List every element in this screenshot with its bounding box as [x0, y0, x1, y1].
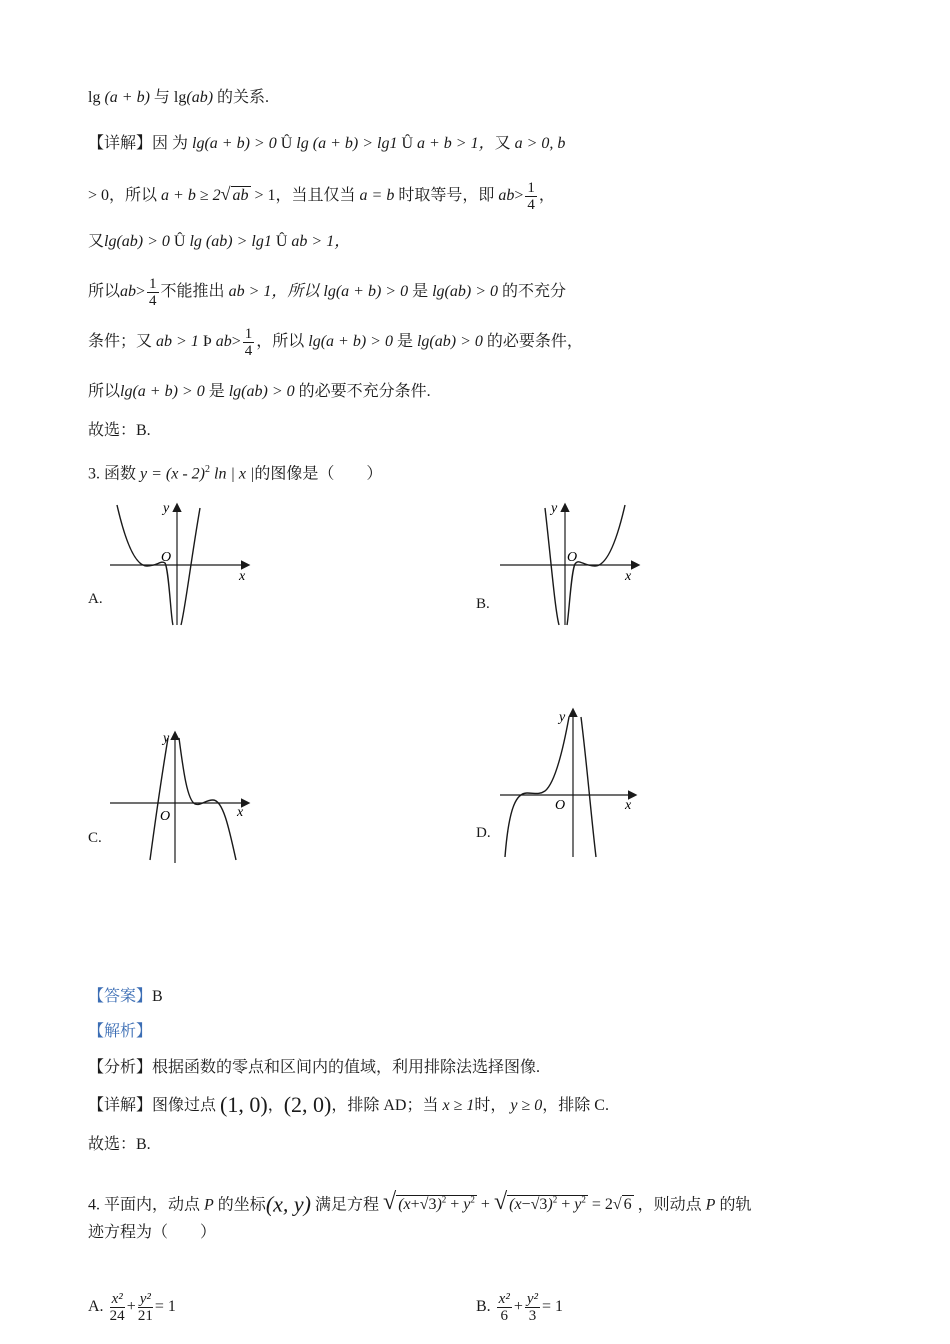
text: ，排除 AD；当	[331, 1097, 439, 1114]
text: 又	[494, 135, 511, 152]
graph-a	[105, 500, 255, 628]
graph-c	[105, 728, 255, 866]
option-d-label[interactable]: D.	[476, 825, 491, 841]
text: >	[136, 283, 146, 300]
math: a = b	[359, 187, 395, 204]
text: Û	[280, 135, 293, 152]
sqrt-ab: ab	[232, 187, 249, 204]
math: y = (x - 2)	[140, 465, 205, 483]
math: a + b ≥ 2	[161, 187, 221, 204]
line-3: > 0，所以 a + b ≥ 2√ ab > 1，当且仅当 a = b 时取等号，即 ab> $\frac{1}{4}$ ，	[88, 179, 555, 213]
math: a + b > 1，	[417, 135, 495, 152]
math: lg (ab) > lg1	[189, 233, 272, 250]
text: 时，	[474, 1097, 507, 1114]
text: lg	[88, 89, 101, 106]
origin-label: O	[555, 798, 566, 813]
text: 所以	[88, 383, 121, 400]
math: ln | x |	[214, 465, 255, 483]
math: P	[204, 1196, 214, 1214]
text: 是	[396, 333, 413, 350]
math: P	[705, 1196, 716, 1214]
text: 是	[208, 383, 225, 400]
question-4	[88, 1178, 751, 1227]
origin-label: O	[160, 809, 171, 824]
analysis-line	[88, 1058, 540, 1078]
text: ，	[538, 187, 555, 204]
curve-right	[181, 508, 200, 625]
answer-value: B	[152, 988, 163, 1005]
line-4	[88, 232, 350, 252]
text: 时取等号，即	[398, 187, 495, 204]
text: 的必要条件，	[486, 333, 583, 350]
question-3	[88, 460, 382, 484]
text: 因 为	[152, 135, 189, 152]
text: +	[513, 1298, 523, 1315]
fraction: $\frac{\text{x²}}{24}$	[109, 1290, 125, 1324]
origin-label: O	[567, 550, 578, 565]
curve-right	[179, 738, 236, 860]
math: (ab)	[186, 89, 214, 106]
math: lg(ab) > 0	[104, 233, 170, 250]
text: 是	[412, 283, 429, 300]
text: Þ	[202, 333, 212, 350]
math: ab > 1	[156, 333, 199, 350]
equation: √ $(x+√3)^2 + y^2$ + √ $(x-√3)^2 + y^2 = 2√$ 6	[383, 1189, 632, 1216]
point-1: (1, 0)	[220, 1092, 268, 1117]
x-label: x	[237, 805, 244, 820]
x-label: x	[239, 569, 246, 584]
text: 根据函数的零点和区间内的值域，利用排除法选择图像.	[152, 1059, 541, 1076]
math: lg(ab) > 0	[432, 283, 498, 300]
y-label: y	[163, 501, 170, 516]
text: 条件；又	[88, 333, 153, 350]
text: 的必要不充分条件.	[298, 383, 431, 400]
option-label: B.	[476, 1298, 491, 1315]
x-label: x	[625, 569, 632, 584]
text: = 1	[154, 1298, 176, 1315]
fraction: $\frac{\text{y²}}{3}$	[526, 1290, 539, 1324]
y-label: y	[163, 731, 170, 746]
answer-tag: 【答案】	[88, 988, 153, 1005]
text: 的轨	[719, 1196, 752, 1214]
q4-option-a[interactable]	[88, 1282, 176, 1332]
answer-line	[88, 987, 163, 1007]
math: lg(a + b) > 0	[120, 383, 205, 400]
choose-line: 故选：B.	[88, 1136, 151, 1153]
point-2: (2, 0)	[283, 1092, 332, 1117]
text: >	[514, 187, 524, 204]
text: 的关系.	[217, 89, 270, 106]
math: ab	[215, 333, 232, 350]
math: ab > 1，所以	[228, 283, 320, 300]
line-2	[88, 134, 565, 154]
text: ，	[267, 1097, 284, 1114]
text: 的图像是（ ）	[254, 465, 383, 483]
fraction: $\frac{1}{4}$	[149, 275, 157, 309]
text: = 1	[542, 1298, 564, 1315]
curve-left	[150, 738, 171, 860]
text: +	[126, 1298, 136, 1315]
origin-label: O	[161, 550, 172, 565]
curve-left	[545, 508, 559, 625]
line-7	[88, 382, 431, 402]
math: lg(ab) > 0	[228, 383, 295, 400]
math: (x, y)	[265, 1191, 311, 1217]
text: ，则动点	[637, 1196, 702, 1214]
question-number: 3.	[88, 465, 100, 483]
math: lg(a + b) > 0	[323, 283, 409, 300]
graph-b	[495, 500, 645, 628]
text: 又	[88, 233, 105, 250]
line-6	[88, 320, 583, 364]
text: ，所以	[256, 333, 305, 350]
q4-option-b[interactable]	[476, 1282, 563, 1332]
line-1	[88, 88, 269, 108]
x-label: x	[625, 798, 632, 813]
text: Û	[401, 135, 413, 152]
text: 函数	[104, 465, 137, 483]
text: lg	[173, 89, 187, 106]
text: 图像过点	[152, 1097, 217, 1114]
text: 平面内，动点	[104, 1196, 201, 1214]
superscript: 2	[205, 464, 210, 475]
curve-left	[505, 717, 569, 857]
option-label: A.	[88, 1298, 104, 1315]
text: ，排除 C.	[542, 1097, 609, 1114]
fraction: $\frac{1}{4}$	[244, 325, 253, 359]
option-a-label[interactable]: A.	[88, 591, 103, 607]
fraction: $\frac{1}{4}$	[527, 179, 535, 213]
analysis-tag: 【解析】	[88, 1023, 153, 1040]
text: 不能推出	[160, 283, 225, 300]
y-label: y	[559, 710, 566, 725]
text: > 1，当且仅当	[254, 187, 356, 204]
math: ab	[120, 283, 137, 300]
text: > 0，所以	[88, 187, 158, 204]
y-label: y	[551, 501, 558, 516]
curve-right	[581, 717, 596, 857]
detail-tag: 【详解】	[88, 1097, 153, 1114]
question-number: 4.	[88, 1196, 100, 1214]
text: Û	[275, 233, 288, 250]
math: lg (a + b) > lg1	[296, 135, 398, 152]
option-c-label[interactable]: C.	[88, 830, 102, 846]
text: 的不充分	[502, 283, 567, 300]
question-4-cont: 迹方程为（ ）	[88, 1224, 217, 1241]
text: 所以	[88, 283, 121, 300]
text: 的坐标	[217, 1196, 266, 1214]
math: a > 0, b	[514, 135, 566, 152]
math: x ≥ 1	[442, 1097, 475, 1114]
math: ab > 1，	[291, 233, 351, 250]
math: y ≥ 0	[510, 1097, 543, 1114]
graph-d	[495, 705, 645, 860]
detail-line	[88, 1092, 609, 1117]
line-8: 故选：B.	[88, 422, 151, 439]
math: (a + b)	[104, 89, 150, 106]
line-5	[88, 270, 566, 314]
math: lg(a + b) > 0	[308, 333, 393, 350]
text: 满足方程	[315, 1196, 380, 1214]
math: lg(a + b) > 0	[192, 135, 277, 152]
fraction: $\frac{\text{y²}}{21}$	[137, 1290, 153, 1324]
text: 与	[153, 89, 170, 106]
option-b-label[interactable]: B.	[476, 596, 490, 612]
analysis-subtag: 【分析】	[88, 1059, 153, 1076]
math: lg(ab) > 0	[416, 333, 483, 350]
math: ab	[498, 187, 515, 204]
text: >	[231, 333, 241, 350]
fraction: $\frac{\text{x²}}{6}$	[498, 1290, 510, 1324]
text: Û	[173, 233, 186, 250]
detail-tag: 【详解】	[88, 135, 153, 152]
